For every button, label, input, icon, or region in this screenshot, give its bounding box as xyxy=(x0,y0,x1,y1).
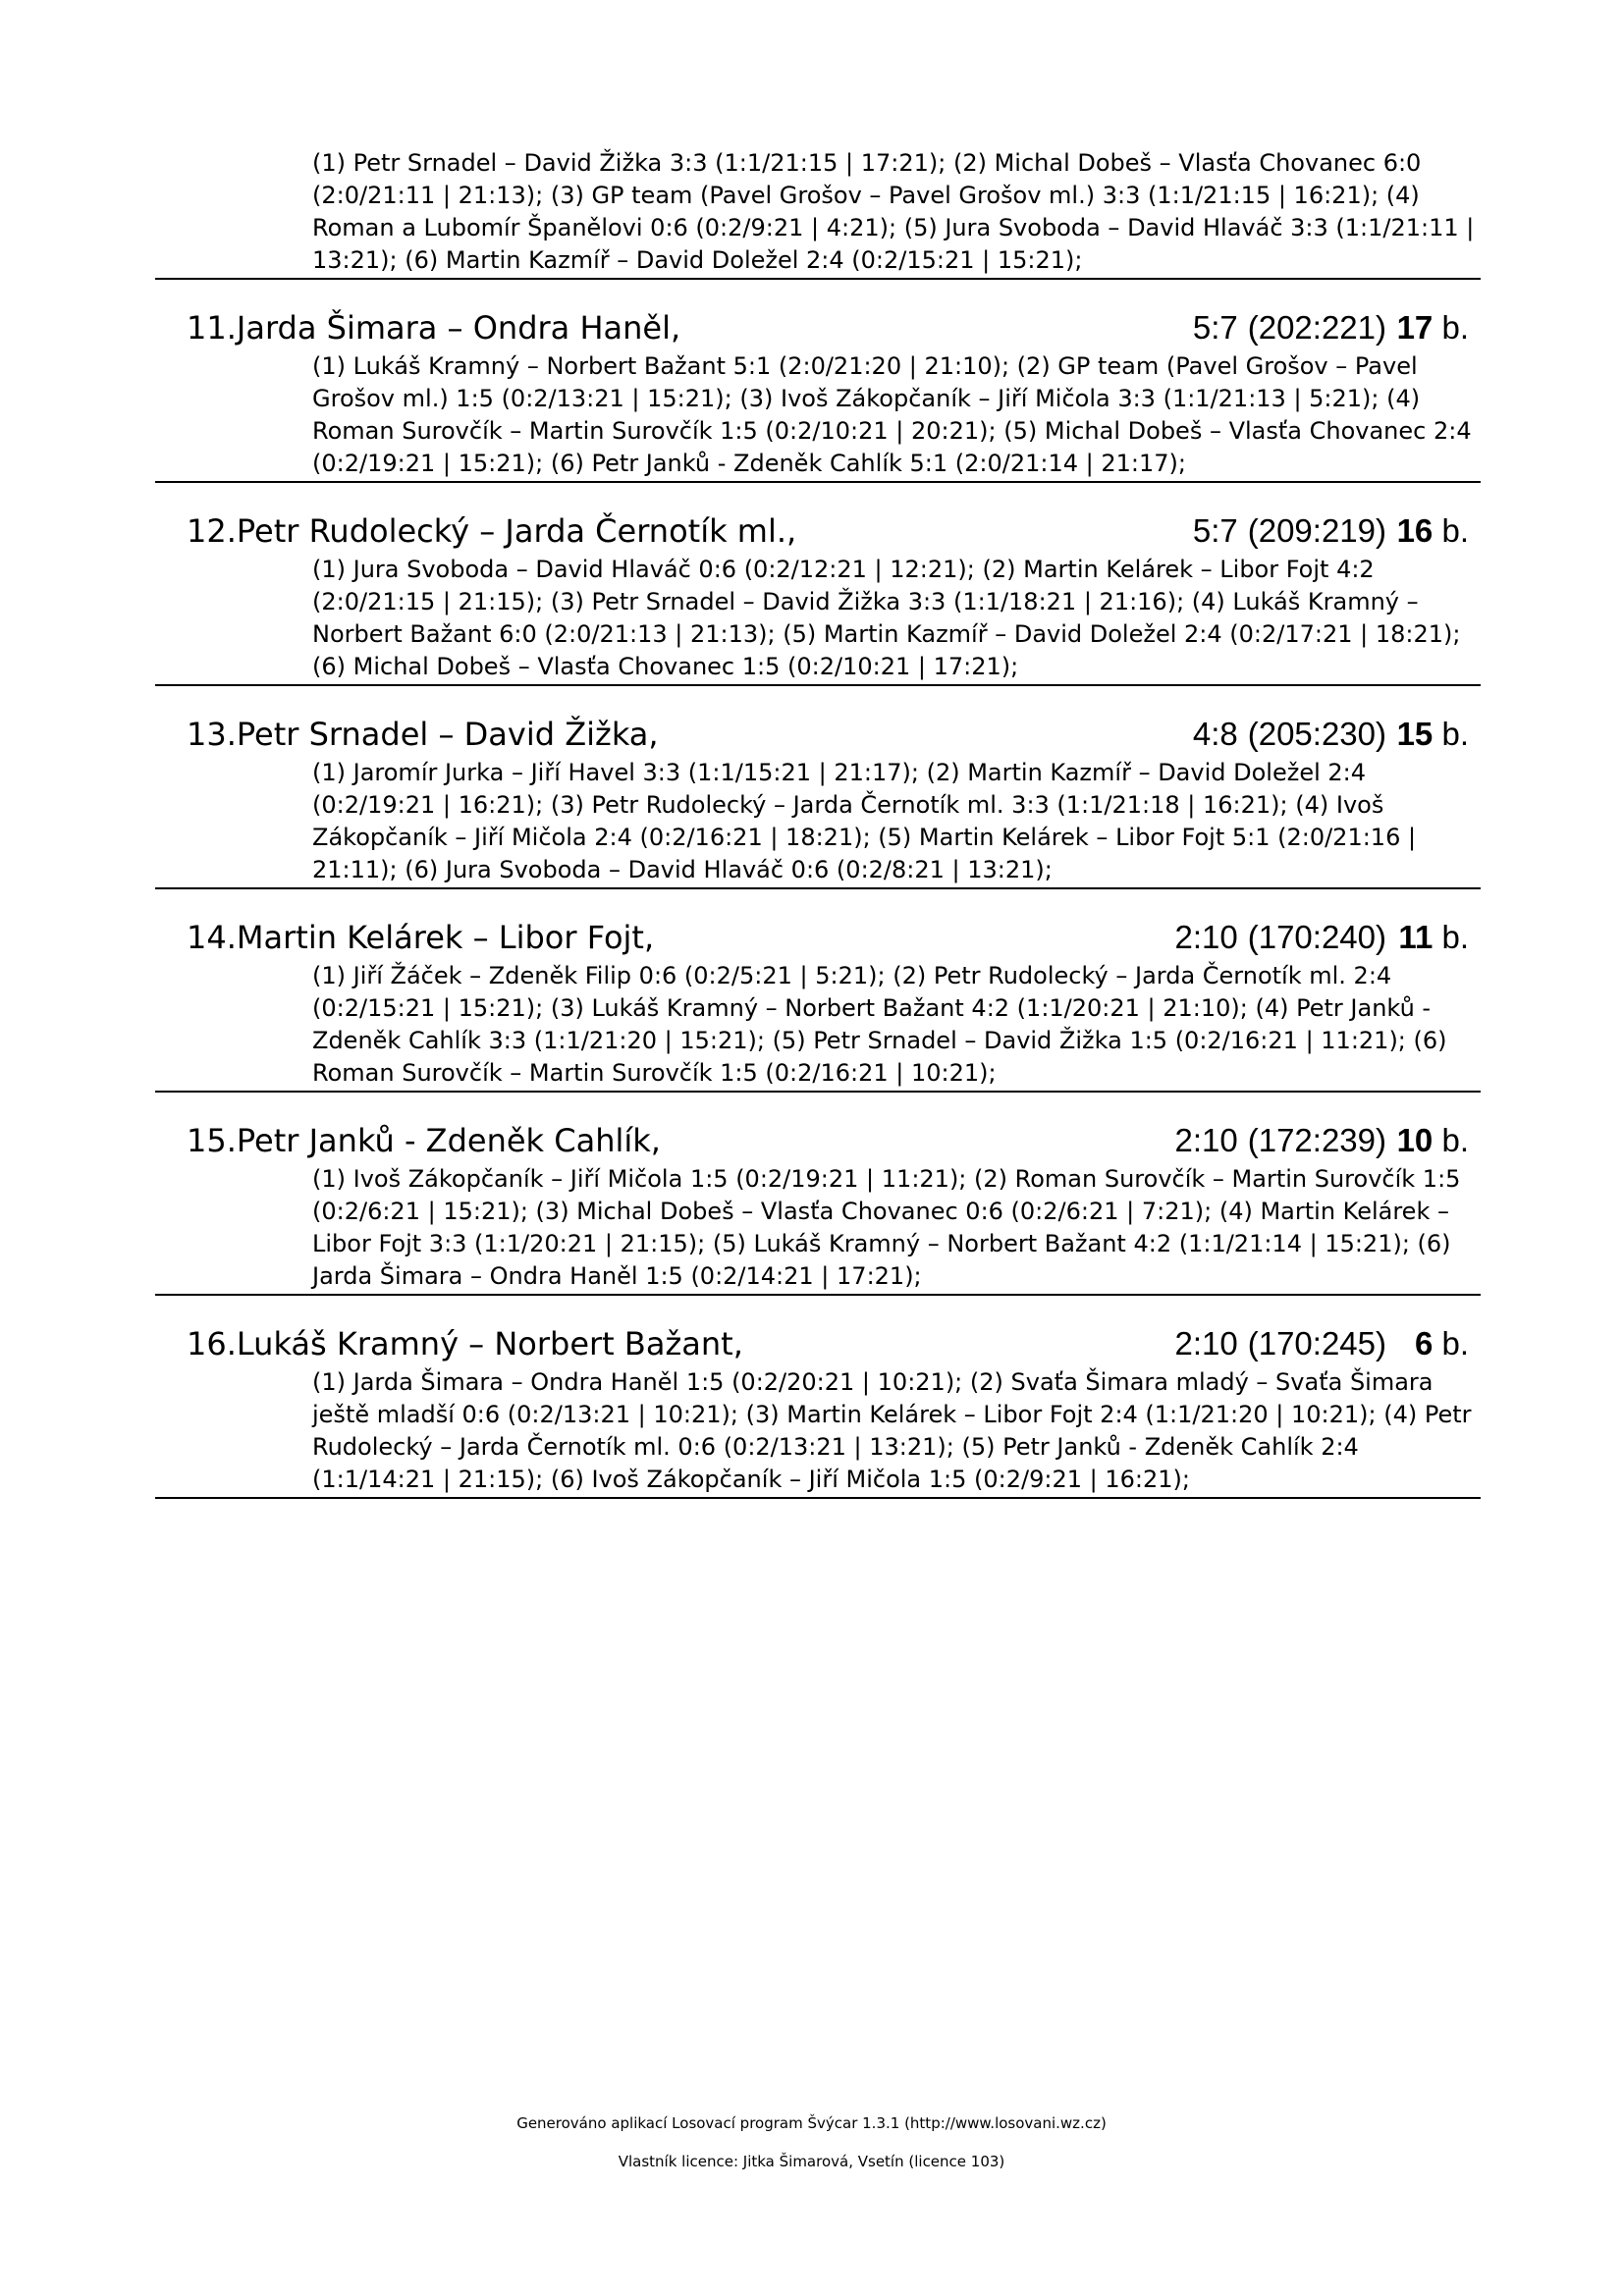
entry-matches: (1) Jura Svoboda – David Hlaváč 0:6 (0:2/12:21 | 12:21); (2) Martin Kelárek – Libor Fojt 4:2 (2:0/21:15 | 21:15); (3) Petr Srnadel – David Žižka 3:3 (1:1/18:21 | 21:16); (4) Lukáš Kramný – Norbert Bažant 6:0 (2:0/21:13 | 21:13); (5) Martin Kazmíř – David Doležel 2:4 (0:2/17:21 | 18:21); (6) Michal Dobeš – Vlasťa Chovanec 1:5 (0:2/10:21 | 17:21); xyxy=(312,556,1461,680)
points xyxy=(1397,305,1469,350)
entry-header xyxy=(155,305,1481,350)
entry-matches: (1) Lukáš Kramný – Norbert Bažant 5:1 (2:0/21:20 | 21:10); (2) GP team (Pavel Grošov – Pavel Grošov ml.) 1:5 (0:2/13:21 | 15:21); (3) Ivoš Zákopčaník – Jiří Mičola 3:3 (1:1/21:13 | 5:21); (4) Roman Surovčík – Martin Surovčík 1:5 (0:2/10:21 | 20:21); (5) Michal Dobeš – Vlasťa Chovanec 2:4 (0:2/19:21 | 15:21); (6) Petr Janků - Zdeněk Cahlík 5:1 (2:0/21:14 | 21:17); xyxy=(312,352,1472,477)
points-unit: b. xyxy=(1441,1325,1469,1362)
entry-header xyxy=(155,915,1481,960)
results-list xyxy=(155,147,1481,1499)
match-ratio: 2:10 xyxy=(1174,1325,1238,1362)
entry-rank-16 xyxy=(155,1321,1481,1499)
team-name: 12.Petr Rudolecký – Jarda Černotík ml., xyxy=(187,512,797,550)
entry-rank-11 xyxy=(155,305,1481,483)
score xyxy=(1193,508,1386,554)
entry-matches: (1) Jaromír Jurka – Jiří Havel 3:3 (1:1/15:21 | 21:17); (2) Martin Kazmíř – David Doležel 2:4 (0:2/19:21 | 16:21); (3) Petr Rudolecký – Jarda Černotík ml. 3:3 (1:1/21:18 | 16:21); (4) Ivoš Zákopčaník – Jiří Mičola 2:4 (0:2/16:21 | 18:21); (5) Martin Kelárek – Libor Fojt 5:1 (2:0/21:16 | 21:11); (6) Jura Svoboda – David Hlaváč 0:6 (0:2/8:21 | 13:21); xyxy=(312,759,1417,883)
set-score: (209:219) xyxy=(1247,512,1386,549)
points-value: 17 xyxy=(1396,309,1434,346)
points-value: 6 xyxy=(1414,1325,1434,1362)
entry-rank-13 xyxy=(155,712,1481,889)
entry-rank-12 xyxy=(155,508,1481,686)
set-score: (170:240) xyxy=(1247,919,1386,955)
entry-header xyxy=(155,712,1481,757)
score xyxy=(1193,712,1386,757)
footer-license: Vlastník licence: Jitka Šimarová, Vsetín (licence 103) xyxy=(618,2153,1005,2170)
entry-matches: (1) Jiří Žáček – Zdeněk Filip 0:6 (0:2/5:21 | 5:21); (2) Petr Rudolecký – Jarda Černotík ml. 2:4 (0:2/15:21 | 15:21); (3) Lukáš Kramný – Norbert Bažant 4:2 (1:1/20:21 | 21:10); (4) Petr Janků - Zdeněk Cahlík 3:3 (1:1/21:20 | 15:21); (5) Petr Srnadel – David Žižka 1:5 (0:2/16:21 | 11:21); (6) Roman Surovčík – Martin Surovčík 1:5 (0:2/16:21 | 10:21); xyxy=(312,962,1447,1087)
entry-rank-14 xyxy=(155,915,1481,1093)
points-value: 16 xyxy=(1396,512,1434,549)
points-unit: b. xyxy=(1441,716,1469,752)
team-name: 14.Martin Kelárek – Libor Fojt, xyxy=(187,919,655,956)
score xyxy=(1175,1321,1387,1366)
score xyxy=(1193,305,1386,350)
entry-matches: (1) Petr Srnadel – David Žižka 3:3 (1:1/21:15 | 17:21); (2) Michal Dobeš – Vlasťa Chovanec 6:0 (2:0/21:11 | 21:13); (3) GP team (Pavel Grošov – Pavel Grošov ml.) 3:3 (1:1/21:15 | 16:21); (4) Roman a Lubomír Španělovi 0:6 (0:2/9:21 | 4:21); (5) Jura Svoboda – David Hlaváč 3:3 (1:1/21:11 | 13:21); (6) Martin Kazmíř – David Doležel 2:4 (0:2/15:21 | 15:21); xyxy=(312,149,1475,274)
entry-header xyxy=(155,1321,1481,1366)
entry-continuation xyxy=(155,147,1481,280)
entry-matches: (1) Jarda Šimara – Ondra Haněl 1:5 (0:2/20:21 | 10:21); (2) Svaťa Šimara mladý – Svaťa Šimara ještě mladší 0:6 (0:2/13:21 | 10:21); (3) Martin Kelárek – Libor Fojt 2:4 (1:1/21:20 | 10:21); (4) Petr Rudolecký – Jarda Černotík ml. 0:6 (0:2/13:21 | 13:21); (5) Petr Janků - Zdeněk Cahlík 2:4 (1:1/14:21 | 21:15); (6) Ivoš Zákopčaník – Jiří Mičola 1:5 (0:2/9:21 | 16:21); xyxy=(312,1368,1472,1493)
points-unit: b. xyxy=(1441,919,1469,955)
entry-matches: (1) Ivoš Zákopčaník – Jiří Mičola 1:5 (0:2/19:21 | 11:21); (2) Roman Surovčík – Martin Surovčík 1:5 (0:2/6:21 | 15:21); (3) Michal Dobeš – Vlasťa Chovanec 0:6 (0:2/6:21 | 7:21); (4) Martin Kelárek – Libor Fojt 3:3 (1:1/20:21 | 21:15); (5) Lukáš Kramný – Norbert Bažant 4:2 (1:1/21:14 | 15:21); (6) Jarda Šimara – Ondra Haněl 1:5 (0:2/14:21 | 17:21); xyxy=(312,1165,1461,1290)
score xyxy=(1175,915,1387,960)
match-ratio: 4:8 xyxy=(1192,716,1238,752)
entry-rank-15 xyxy=(155,1118,1481,1296)
points xyxy=(1397,508,1469,554)
team-name: 16.Lukáš Kramný – Norbert Bažant, xyxy=(187,1325,743,1362)
team-name: 15.Petr Janků - Zdeněk Cahlík, xyxy=(187,1122,661,1159)
score xyxy=(1175,1118,1387,1163)
points-value: 11 xyxy=(1398,919,1434,955)
team-name: 13.Petr Srnadel – David Žižka, xyxy=(187,716,659,753)
set-score: (202:221) xyxy=(1247,309,1386,346)
entry-header xyxy=(155,1118,1481,1163)
match-ratio: 2:10 xyxy=(1174,919,1238,955)
points xyxy=(1415,1321,1469,1366)
entry-header xyxy=(155,508,1481,554)
points xyxy=(1397,712,1469,757)
points-value: 15 xyxy=(1396,716,1434,752)
team-name: 11.Jarda Šimara – Ondra Haněl, xyxy=(187,309,681,347)
points-unit: b. xyxy=(1441,1122,1469,1158)
set-score: (170:245) xyxy=(1247,1325,1386,1362)
points-value: 10 xyxy=(1396,1122,1434,1158)
match-ratio: 2:10 xyxy=(1174,1122,1238,1158)
match-ratio: 5:7 xyxy=(1192,512,1238,549)
set-score: (172:239) xyxy=(1247,1122,1386,1158)
footer-generated: Generováno aplikací Losovací program Švýcar 1.3.1 (http://www.losovani.wz.cz) xyxy=(516,2114,1107,2132)
points xyxy=(1398,915,1469,960)
points xyxy=(1397,1118,1469,1163)
set-score: (205:230) xyxy=(1247,716,1386,752)
points-unit: b. xyxy=(1441,512,1469,549)
match-ratio: 5:7 xyxy=(1192,309,1238,346)
points-unit: b. xyxy=(1441,309,1469,346)
